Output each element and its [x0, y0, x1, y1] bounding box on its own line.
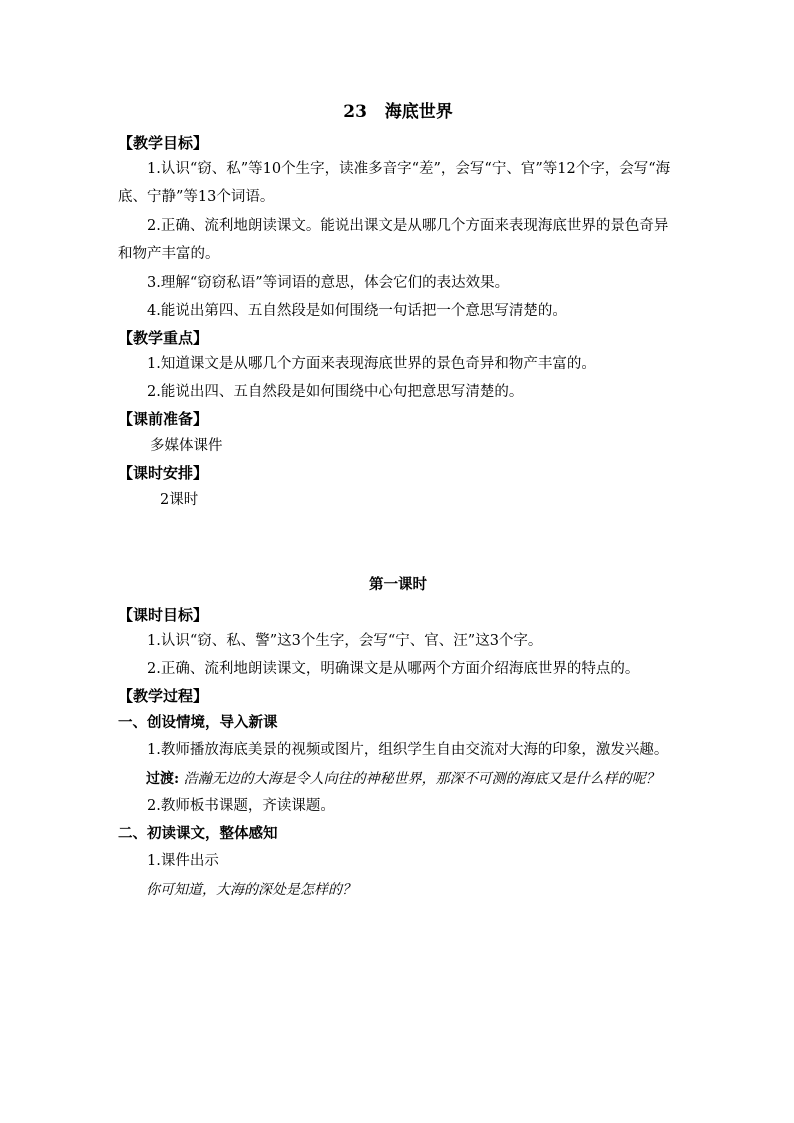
teaching-goal-3: 3.理解“窃窃私语”等词语的意思，体会它们的表达效果。 [147, 275, 510, 291]
teaching-key-2: 2.能说出四、五自然段是如何围绕中心句把意思写清楚的。 [147, 383, 524, 400]
schedule-text: 2课时 [160, 492, 199, 508]
transition-paragraph [118, 765, 678, 793]
preparation-text: 多媒体课件 [150, 438, 223, 454]
step-one-heading: 一、创设情境，导入新课 [118, 714, 278, 731]
document-page [118, 100, 678, 904]
lesson-goal-2: 2.正确、流利地朗读课文，明确课文是从哪两个方面介绍海底世界的特点的。 [147, 660, 640, 677]
process-heading: 【教学过程】 [118, 687, 209, 705]
step-one-paragraph-2: 2.教师板书课题，齐读课题。 [147, 797, 335, 814]
lesson-goals-heading: 【课时目标】 [118, 606, 209, 624]
transition-text: 浩瀚无边的大海是令人向往的神秘世界，那深不可测的海底又是什么样的呢？ [179, 770, 660, 787]
lesson-one-title: 第一课时 [369, 576, 427, 593]
courseware-question: 你可知道，大海的深处是怎样的？ [146, 881, 356, 898]
lesson-goal-1: 1.认识“窃、私、警”这3个生字，会写“宁、官、汪”这3个字。 [147, 633, 543, 649]
teaching-goal-1: 1.认识“窃、私”等10个生字，读准多音字“差”，会写“宁、官”等12个字，会写“海底、宁静”等13个词语。 [118, 161, 671, 205]
teaching-goal-4: 4.能说出第四、五自然段是如何围绕一句话把一个意思写清楚的。 [147, 302, 567, 319]
teaching-key-1: 1.知道课文是从哪几个方面来表现海底世界的景色奇异和物产丰富的。 [147, 356, 596, 372]
step-one-paragraph-1: 1.教师播放海底美景的视频或图片，组织学生自由交流对大海的印象，激发兴趣。 [147, 742, 669, 758]
teaching-goal-2: 2.正确、流利地朗读课文。能说出课文是从哪几个方面来表现海底世界的景色奇异和物产丰富的。 [118, 218, 669, 262]
teaching-key-heading: 【教学重点】 [118, 329, 209, 347]
step-two-paragraph-1: 1.课件出示 [147, 853, 219, 869]
transition-label: 过渡: [146, 770, 180, 787]
preparation-heading: 【课前准备】 [118, 410, 209, 428]
schedule-heading: 【课时安排】 [118, 464, 209, 482]
step-two-heading: 二、初读课文，整体感知 [118, 825, 278, 842]
document-title: 23 海底世界 [343, 102, 453, 122]
teaching-goals-heading: 【教学目标】 [118, 134, 209, 152]
